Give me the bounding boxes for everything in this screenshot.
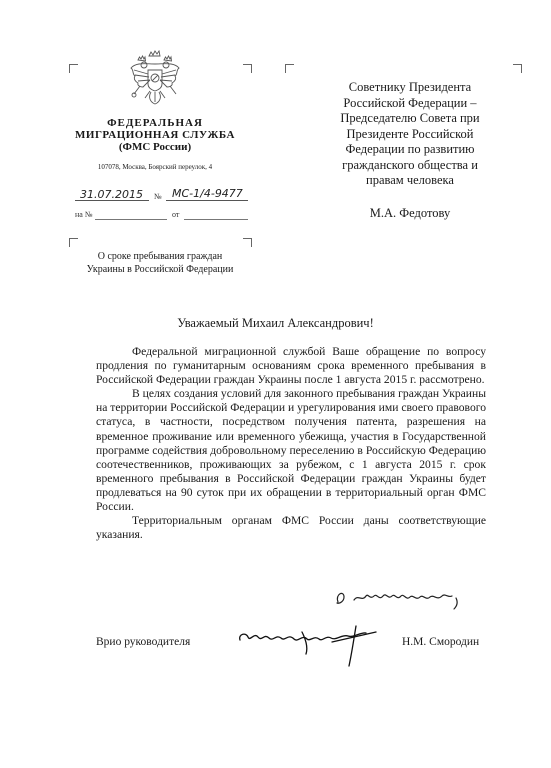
reference-date-line xyxy=(184,219,248,220)
recipient-block xyxy=(305,80,515,221)
signatory-name: Н.М. Смородин xyxy=(402,636,480,648)
registration-date: 31.07.2015 xyxy=(80,188,143,201)
body-paragraph-2: В целях создания условий для законного пребывания граждан Украины на территории Российской Федерации и урегулирования ими своего правового статуса, в частности, посредством получения патента, разрешения на временное проживание или временного убежища, участия в Государственной программе содействия добровольному переселению в Российскую Федерацию соотечественников, проживающих за рубежом, с 1 августа 2015 г. срок временного пребывания в Российской Федерации граждан Украины будет продлеваться на 90 суток при их обращении в территориальный орган ФМС России. xyxy=(96,387,486,514)
subject-line2: Украины в Российской Федерации xyxy=(86,263,234,275)
corner-mark-subject-left xyxy=(69,238,78,247)
recipient-line: Президенте Российской xyxy=(346,126,474,141)
body-paragraph-3: Территориальным органам ФМС России даны соответствующие указания. xyxy=(96,514,486,542)
recipient-line: Председателю Совета при xyxy=(340,111,480,125)
registration-number: МС-1/4-9477 xyxy=(172,187,243,200)
salutation: Уважаемый Михаил Александрович! xyxy=(177,316,374,330)
agency-header xyxy=(75,117,235,171)
corner-mark-subject-right xyxy=(243,238,252,247)
recipient-line: Советнику Президента xyxy=(348,80,472,94)
handwritten-regards xyxy=(332,584,472,614)
corner-mark-top-mid xyxy=(243,64,252,73)
agency-name-line1: ФЕДЕРАЛЬНАЯ xyxy=(107,117,203,129)
number-underline xyxy=(166,200,248,201)
body-paragraph-1: Федеральной миграционной службой Ваше обращение по вопросу продления по гуманитарным основаниям срока временного пребывания в Российской Федерации граждан Украины после 1 августа 2015 г. рассмотрено. xyxy=(96,345,486,387)
recipient-name: М.А. Федотову xyxy=(369,205,451,220)
registration-no-label: № xyxy=(154,192,162,201)
recipient-line: Федерации по развитию xyxy=(345,142,475,156)
recipient-line: гражданского общества и xyxy=(342,157,478,172)
corner-mark-top-left xyxy=(69,64,78,73)
agency-name-line2: МИГРАЦИОННАЯ СЛУЖБА xyxy=(75,129,235,141)
signatory-position: Врио руководителя xyxy=(96,636,191,648)
letter-subject xyxy=(75,251,245,276)
corner-mark-recipient xyxy=(285,64,294,73)
agency-address: 107078, Москва, Боярский переулок, 4 xyxy=(97,163,213,171)
agency-abbreviation: (ФМС России) xyxy=(118,141,192,153)
letter-body xyxy=(96,345,486,542)
subject-line1: О сроке пребывания граждан xyxy=(97,251,223,262)
reference-from: от xyxy=(172,210,180,219)
recipient-line: Российской Федерации – xyxy=(343,95,477,110)
corner-mark-top-right xyxy=(513,64,522,73)
handwritten-signature xyxy=(236,620,386,670)
date-underline xyxy=(75,200,149,201)
reference-prefix: на № xyxy=(75,210,93,219)
recipient-line: правам человека xyxy=(366,173,454,187)
reference-number-line xyxy=(95,219,167,220)
coat-of-arms-emblem xyxy=(128,50,182,108)
